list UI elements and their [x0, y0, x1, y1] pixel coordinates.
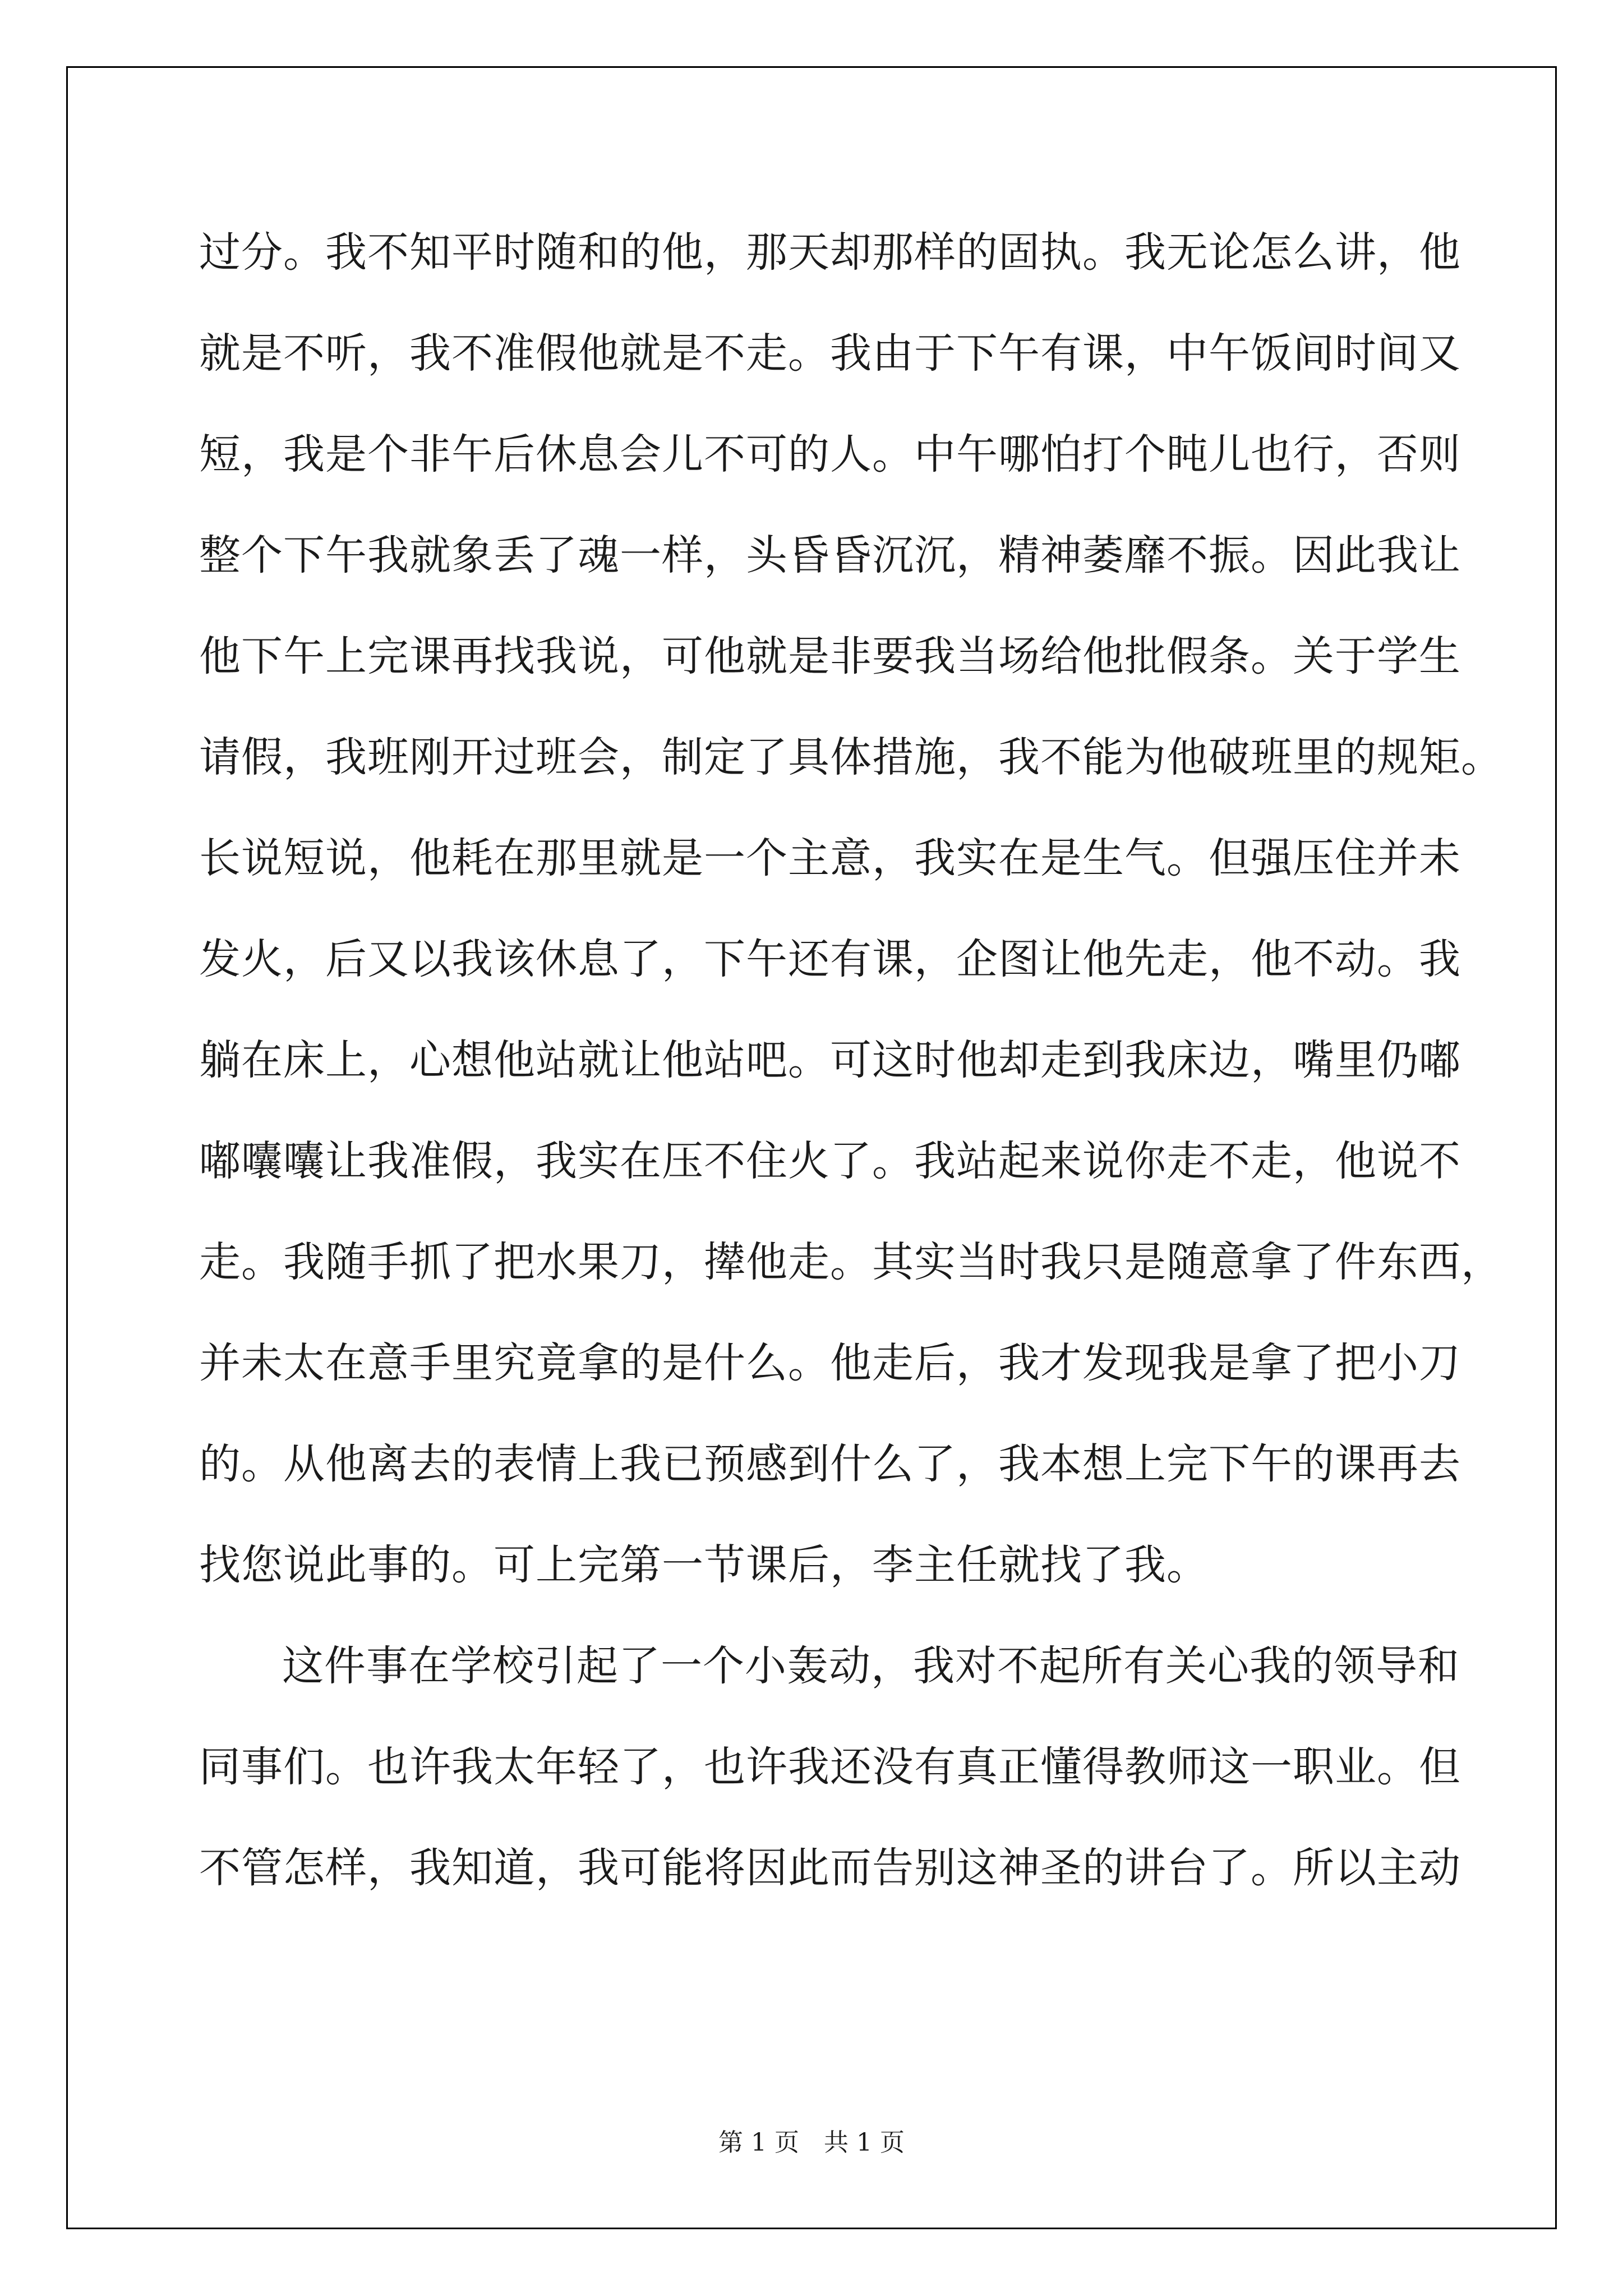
text-line: 整个下午我就象丢了魂一样，头昏昏沉沉，精神萎靡不振。因此我让 [199, 531, 1461, 579]
text-line: 找您说此事的。可上完第一节课后，李主任就找了我。 [199, 1541, 1209, 1589]
text-line: 他下午上完课再找我说，可他就是非要我当场给他批假条。关于学生 [199, 632, 1461, 680]
text-line: 请假，我班刚开过班会，制定了具体措施，我不能为他破班里的规矩。 [199, 733, 1503, 781]
text-line: 的。从他离去的表情上我已预感到什么了，我本想上完下午的课再去 [199, 1440, 1461, 1488]
text-line: 发火，后又以我该休息了，下午还有课，企图让他先走，他不动。我 [199, 935, 1461, 983]
text-line: 走。我随手抓了把水果刀，撵他走。其实当时我只是随意拿了件东西， [199, 1238, 1503, 1286]
text-line: 就是不听，我不准假他就是不走。我由于下午有课，中午饭间时间又 [199, 329, 1461, 378]
text-line: 这件事在学校引起了一个小轰动，我对不起所有关心我的领导和 [282, 1642, 1460, 1690]
page-footer: 第 1 页 共 1 页 [718, 2128, 905, 2157]
text-line: 长说短说，他耗在那里就是一个主意，我实在是生气。但强压住并未 [199, 834, 1461, 882]
text-line: 过分。我不知平时随和的他，那天却那样的固执。我无论怎么讲，他 [199, 228, 1461, 277]
text-line: 同事们。也许我太年轻了，也许我还没有真正懂得教师这一职业。但 [199, 1743, 1461, 1791]
text-line: 不管怎样，我知道，我可能将因此而告别这神圣的讲台了。所以主动 [199, 1844, 1461, 1892]
text-line: 嘟囔囔让我准假，我实在压不住火了。我站起来说你走不走，他说不 [199, 1137, 1461, 1185]
text-line: 并未太在意手里究竟拿的是什么。他走后，我才发现我是拿了把小刀 [199, 1339, 1461, 1387]
text-line: 躺在床上，心想他站就让他站吧。可这时他却走到我床边，嘴里仍嘟 [199, 1036, 1461, 1084]
text-line: 短，我是个非午后休息会儿不可的人。中午哪怕打个盹儿也行，否则 [199, 430, 1461, 478]
